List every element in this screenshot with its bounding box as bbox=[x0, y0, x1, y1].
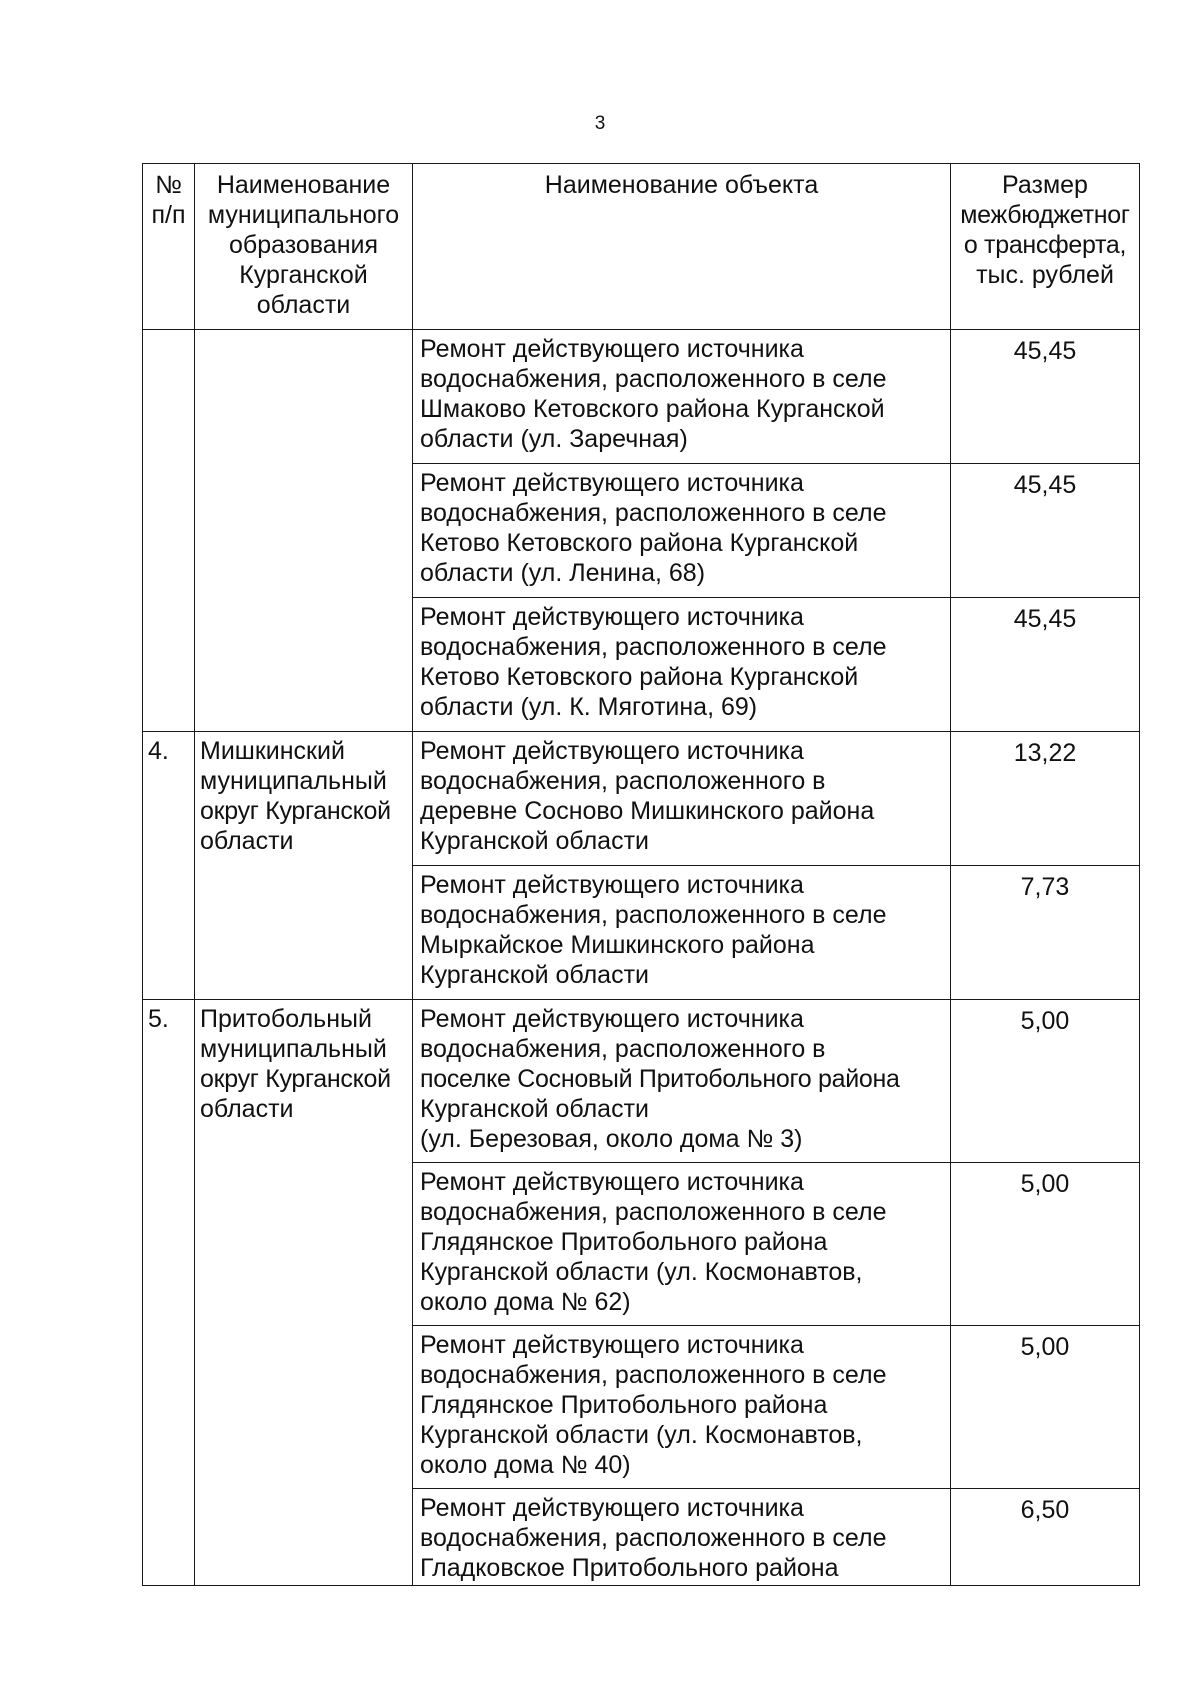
table-row bbox=[143, 732, 1140, 866]
amount-cell: 5,00 bbox=[951, 1326, 1140, 1489]
row-number-cell: 4. bbox=[143, 732, 195, 1000]
row-number-cell bbox=[143, 330, 195, 732]
amount-cell: 5,00 bbox=[951, 1000, 1140, 1163]
object-cell: Ремонт действующего источника водоснабжения, расположенного в селе Гладковское Притобольного района bbox=[413, 1489, 951, 1586]
table-row bbox=[143, 330, 1140, 464]
municipality-cell bbox=[195, 330, 413, 732]
amount-cell: 6,50 bbox=[951, 1489, 1140, 1586]
row-number-cell: 5. bbox=[143, 1000, 195, 1586]
amount-cell: 45,45 bbox=[951, 330, 1140, 464]
object-cell: Ремонт действующего источника водоснабжения, расположенного в селе Шмаково Кетовского района Курганской области (ул. Заречная) bbox=[413, 330, 951, 464]
object-cell: Ремонт действующего источника водоснабжения, расположенного в деревне Сосново Мишкинского района Курганской области bbox=[413, 732, 951, 866]
table-body bbox=[143, 330, 1140, 1586]
header-number: № п/п bbox=[143, 164, 195, 330]
object-cell: Ремонт действующего источника водоснабжения, расположенного в селе Кетово Кетовского района Курганской области (ул. К. Мяготина, 69) bbox=[413, 598, 951, 732]
object-cell: Ремонт действующего источника водоснабжения, расположенного в селе Глядянское Притобольного района Курганской области (ул. Космонавтов, около дома № 40) bbox=[413, 1326, 951, 1489]
amount-cell: 7,73 bbox=[951, 866, 1140, 1000]
table-row bbox=[143, 1000, 1140, 1163]
table-header bbox=[143, 164, 1140, 330]
amount-cell: 45,45 bbox=[951, 464, 1140, 598]
object-cell: Ремонт действующего источника водоснабжения, расположенного в поселке Сосновый Притобольного района Курганской области (ул. Березовая, около дома № 3) bbox=[413, 1000, 951, 1163]
header-amount: Размер межбюджетног о трансферта, тыс. рублей bbox=[951, 164, 1140, 330]
municipality-cell: Притобольный муниципальный округ Курганской области bbox=[195, 1000, 413, 1586]
transfer-table bbox=[142, 163, 1140, 1586]
object-cell: Ремонт действующего источника водоснабжения, расположенного в селе Кетово Кетовского района Курганской области (ул. Ленина, 68) bbox=[413, 464, 951, 598]
amount-cell: 13,22 bbox=[951, 732, 1140, 866]
amount-cell: 45,45 bbox=[951, 598, 1140, 732]
object-cell: Ремонт действующего источника водоснабжения, расположенного в селе Мыркайское Мишкинского района Курганской области bbox=[413, 866, 951, 1000]
header-municipality: Наименование муниципального образования Курганской области bbox=[195, 164, 413, 330]
page-number: 3 bbox=[594, 113, 606, 134]
object-cell: Ремонт действующего источника водоснабжения, расположенного в селе Глядянское Притобольного района Курганской области (ул. Космонавтов, около дома № 62) bbox=[413, 1163, 951, 1326]
amount-cell: 5,00 bbox=[951, 1163, 1140, 1326]
municipality-cell: Мишкинский муниципальный округ Курганской области bbox=[195, 732, 413, 1000]
header-object: Наименование объекта bbox=[413, 164, 951, 330]
